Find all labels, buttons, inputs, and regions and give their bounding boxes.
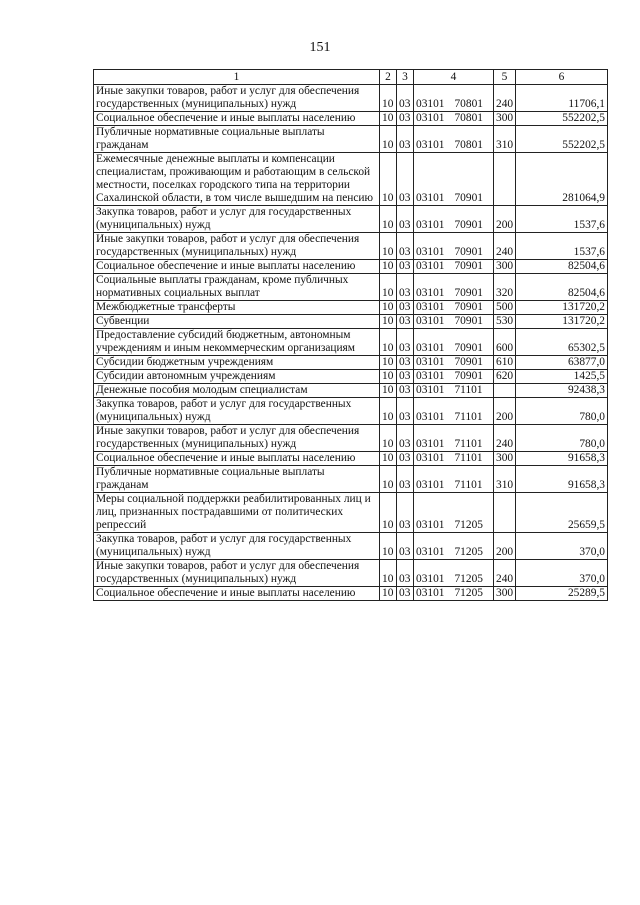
row-subsection: 03 xyxy=(397,466,414,493)
row-target-article-part2: 70901 xyxy=(454,219,483,231)
row-name: Иные закупки товаров, работ и услуг для обеспечения государственных (муниципальных) нужд xyxy=(94,85,380,112)
row-expense-type xyxy=(494,384,516,398)
row-expense-type: 240 xyxy=(494,425,516,452)
row-amount: 65302,5 xyxy=(516,329,608,356)
header-col-6: 6 xyxy=(516,70,608,85)
row-section: 10 xyxy=(380,452,397,466)
row-expense-type: 310 xyxy=(494,466,516,493)
row-target-article-part1: 03101 xyxy=(416,587,445,599)
table-row xyxy=(94,425,608,452)
row-target-article xyxy=(414,560,494,587)
row-section: 10 xyxy=(380,153,397,206)
row-subsection: 03 xyxy=(397,85,414,112)
row-target-article-part2: 70901 xyxy=(454,342,483,354)
row-name: Субсидии бюджетным учреждениям xyxy=(94,356,380,370)
row-subsection: 03 xyxy=(397,315,414,329)
row-section: 10 xyxy=(380,398,397,425)
row-target-article xyxy=(414,126,494,153)
row-target-article xyxy=(414,274,494,301)
row-section: 10 xyxy=(380,301,397,315)
row-amount: 25289,5 xyxy=(516,587,608,601)
table-row xyxy=(94,153,608,206)
table-row xyxy=(94,274,608,301)
row-target-article xyxy=(414,425,494,452)
row-target-article xyxy=(414,452,494,466)
row-subsection: 03 xyxy=(397,452,414,466)
row-target-article-part2: 70901 xyxy=(454,260,483,272)
row-subsection: 03 xyxy=(397,384,414,398)
row-amount: 1537,6 xyxy=(516,206,608,233)
row-target-article-part2: 71205 xyxy=(454,573,483,585)
table-row xyxy=(94,356,608,370)
row-expense-type: 610 xyxy=(494,356,516,370)
row-target-article-part1: 03101 xyxy=(416,438,445,450)
row-name: Субсидии автономным учреждениям xyxy=(94,370,380,384)
row-target-article-part2: 71101 xyxy=(454,479,483,491)
row-expense-type: 300 xyxy=(494,587,516,601)
row-expense-type: 240 xyxy=(494,85,516,112)
row-expense-type: 300 xyxy=(494,452,516,466)
row-name: Предоставление субсидий бюджетным, автономным учреждениям и иным некоммерческим организациям xyxy=(94,329,380,356)
row-expense-type: 240 xyxy=(494,233,516,260)
table-row xyxy=(94,493,608,533)
row-expense-type: 620 xyxy=(494,370,516,384)
table-row xyxy=(94,452,608,466)
row-target-article xyxy=(414,587,494,601)
row-target-article xyxy=(414,466,494,493)
header-col-2: 2 xyxy=(380,70,397,85)
header-col-3: 3 xyxy=(397,70,414,85)
row-amount: 780,0 xyxy=(516,425,608,452)
row-expense-type: 200 xyxy=(494,206,516,233)
row-target-article-part1: 03101 xyxy=(416,192,445,204)
row-target-article xyxy=(414,153,494,206)
row-subsection: 03 xyxy=(397,274,414,301)
row-section: 10 xyxy=(380,329,397,356)
row-subsection: 03 xyxy=(397,425,414,452)
header-col-4: 4 xyxy=(414,70,494,85)
table-row xyxy=(94,466,608,493)
row-subsection: 03 xyxy=(397,329,414,356)
row-target-article-part2: 70901 xyxy=(454,246,483,258)
row-section: 10 xyxy=(380,233,397,260)
table-body xyxy=(94,85,608,601)
row-target-article xyxy=(414,329,494,356)
table-row xyxy=(94,85,608,112)
row-target-article-part1: 03101 xyxy=(416,287,445,299)
row-amount: 91658,3 xyxy=(516,452,608,466)
row-target-article-part1: 03101 xyxy=(416,98,445,110)
row-name: Ежемесячные денежные выплаты и компенсации специалистам, проживающим и работающим в сельской местности, поселках городского типа на территории Сахалинской области, в том числе вышедшим на пенсию xyxy=(94,153,380,206)
row-target-article xyxy=(414,493,494,533)
row-name: Межбюджетные трансферты xyxy=(94,301,380,315)
row-amount: 552202,5 xyxy=(516,126,608,153)
table-row xyxy=(94,301,608,315)
row-section: 10 xyxy=(380,370,397,384)
row-name: Закупка товаров, работ и услуг для государственных (муниципальных) нужд xyxy=(94,533,380,560)
row-target-article xyxy=(414,260,494,274)
row-name: Закупка товаров, работ и услуг для государственных (муниципальных) нужд xyxy=(94,206,380,233)
row-target-article-part1: 03101 xyxy=(416,315,445,327)
row-subsection: 03 xyxy=(397,370,414,384)
table-row xyxy=(94,587,608,601)
row-amount: 370,0 xyxy=(516,533,608,560)
row-amount: 25659,5 xyxy=(516,493,608,533)
row-section: 10 xyxy=(380,85,397,112)
row-expense-type: 600 xyxy=(494,329,516,356)
row-subsection: 03 xyxy=(397,398,414,425)
table-row xyxy=(94,533,608,560)
row-subsection: 03 xyxy=(397,112,414,126)
row-target-article xyxy=(414,315,494,329)
table-row xyxy=(94,560,608,587)
row-target-article xyxy=(414,384,494,398)
row-expense-type: 300 xyxy=(494,260,516,274)
table-row xyxy=(94,260,608,274)
row-amount: 552202,5 xyxy=(516,112,608,126)
row-amount: 91658,3 xyxy=(516,466,608,493)
row-target-article-part1: 03101 xyxy=(416,452,445,464)
row-subsection: 03 xyxy=(397,493,414,533)
row-target-article-part1: 03101 xyxy=(416,479,445,491)
row-section: 10 xyxy=(380,206,397,233)
row-section: 10 xyxy=(380,493,397,533)
row-name: Иные закупки товаров, работ и услуг для обеспечения государственных (муниципальных) нужд xyxy=(94,560,380,587)
row-target-article-part1: 03101 xyxy=(416,573,445,585)
row-target-article-part1: 03101 xyxy=(416,219,445,231)
table-row xyxy=(94,370,608,384)
row-target-article-part2: 71205 xyxy=(454,546,483,558)
row-section: 10 xyxy=(380,274,397,301)
row-name: Социальное обеспечение и иные выплаты населению xyxy=(94,112,380,126)
row-target-article xyxy=(414,233,494,260)
row-name: Иные закупки товаров, работ и услуг для обеспечения государственных (муниципальных) нужд xyxy=(94,425,380,452)
row-target-article-part2: 70901 xyxy=(454,287,483,299)
row-section: 10 xyxy=(380,315,397,329)
table-row xyxy=(94,233,608,260)
row-target-article-part2: 71101 xyxy=(454,452,483,464)
row-target-article-part2: 70801 xyxy=(454,139,483,151)
table-row xyxy=(94,398,608,425)
row-target-article-part2: 70901 xyxy=(454,192,483,204)
row-target-article xyxy=(414,301,494,315)
row-target-article-part2: 70801 xyxy=(454,98,483,110)
row-amount: 131720,2 xyxy=(516,315,608,329)
row-section: 10 xyxy=(380,560,397,587)
row-subsection: 03 xyxy=(397,153,414,206)
row-target-article-part1: 03101 xyxy=(416,356,445,368)
table-row xyxy=(94,384,608,398)
row-target-article-part1: 03101 xyxy=(416,246,445,258)
row-target-article-part2: 70901 xyxy=(454,356,483,368)
row-target-article-part2: 71101 xyxy=(454,384,483,396)
row-expense-type: 320 xyxy=(494,274,516,301)
row-amount: 780,0 xyxy=(516,398,608,425)
row-subsection: 03 xyxy=(397,560,414,587)
row-amount: 11706,1 xyxy=(516,85,608,112)
row-target-article-part1: 03101 xyxy=(416,519,445,531)
row-target-article-part1: 03101 xyxy=(416,112,445,124)
row-section: 10 xyxy=(380,533,397,560)
row-name: Социальные выплаты гражданам, кроме публичных нормативных социальных выплат xyxy=(94,274,380,301)
row-target-article-part2: 70901 xyxy=(454,315,483,327)
table-row xyxy=(94,126,608,153)
row-target-article-part1: 03101 xyxy=(416,260,445,272)
row-target-article-part1: 03101 xyxy=(416,342,445,354)
budget-table xyxy=(93,69,608,601)
row-amount: 281064,9 xyxy=(516,153,608,206)
row-subsection: 03 xyxy=(397,233,414,260)
row-target-article-part2: 71101 xyxy=(454,438,483,450)
row-amount: 1537,6 xyxy=(516,233,608,260)
row-target-article-part2: 70901 xyxy=(454,301,483,313)
row-amount: 370,0 xyxy=(516,560,608,587)
row-target-article-part1: 03101 xyxy=(416,384,445,396)
table-row xyxy=(94,206,608,233)
header-col-1: 1 xyxy=(94,70,380,85)
row-expense-type: 500 xyxy=(494,301,516,315)
row-name: Меры социальной поддержки реабилитированных лиц и лиц, признанных пострадавшими от политических репрессий xyxy=(94,493,380,533)
row-name: Публичные нормативные социальные выплаты гражданам xyxy=(94,466,380,493)
row-expense-type: 200 xyxy=(494,398,516,425)
row-name: Социальное обеспечение и иные выплаты населению xyxy=(94,587,380,601)
row-target-article-part2: 70801 xyxy=(454,112,483,124)
table-header-row xyxy=(94,70,608,85)
row-amount: 82504,6 xyxy=(516,260,608,274)
row-name: Публичные нормативные социальные выплаты гражданам xyxy=(94,126,380,153)
row-target-article xyxy=(414,206,494,233)
row-target-article-part1: 03101 xyxy=(416,411,445,423)
table-row xyxy=(94,112,608,126)
row-amount: 63877,0 xyxy=(516,356,608,370)
row-amount: 131720,2 xyxy=(516,301,608,315)
row-target-article-part1: 03101 xyxy=(416,370,445,382)
row-expense-type: 200 xyxy=(494,533,516,560)
row-section: 10 xyxy=(380,112,397,126)
row-target-article xyxy=(414,356,494,370)
row-name: Денежные пособия молодым специалистам xyxy=(94,384,380,398)
row-expense-type: 530 xyxy=(494,315,516,329)
row-target-article-part1: 03101 xyxy=(416,139,445,151)
row-subsection: 03 xyxy=(397,206,414,233)
row-subsection: 03 xyxy=(397,260,414,274)
row-expense-type: 240 xyxy=(494,560,516,587)
row-section: 10 xyxy=(380,425,397,452)
row-subsection: 03 xyxy=(397,301,414,315)
row-name: Закупка товаров, работ и услуг для государственных (муниципальных) нужд xyxy=(94,398,380,425)
row-section: 10 xyxy=(380,356,397,370)
row-amount: 92438,3 xyxy=(516,384,608,398)
row-amount: 1425,5 xyxy=(516,370,608,384)
row-subsection: 03 xyxy=(397,126,414,153)
row-target-article-part1: 03101 xyxy=(416,301,445,313)
row-subsection: 03 xyxy=(397,356,414,370)
row-name: Субвенции xyxy=(94,315,380,329)
row-target-article xyxy=(414,370,494,384)
row-target-article-part1: 03101 xyxy=(416,546,445,558)
row-amount: 82504,6 xyxy=(516,274,608,301)
row-name: Иные закупки товаров, работ и услуг для обеспечения государственных (муниципальных) нужд xyxy=(94,233,380,260)
row-target-article xyxy=(414,533,494,560)
row-expense-type xyxy=(494,153,516,206)
row-section: 10 xyxy=(380,587,397,601)
header-col-5: 5 xyxy=(494,70,516,85)
row-section: 10 xyxy=(380,466,397,493)
row-target-article-part2: 71205 xyxy=(454,587,483,599)
row-expense-type xyxy=(494,493,516,533)
page-number: 151 xyxy=(309,40,331,55)
row-expense-type: 310 xyxy=(494,126,516,153)
row-target-article-part2: 71101 xyxy=(454,411,483,423)
row-subsection: 03 xyxy=(397,533,414,560)
table-row xyxy=(94,315,608,329)
row-target-article-part2: 71205 xyxy=(454,519,483,531)
table-row xyxy=(94,329,608,356)
row-target-article xyxy=(414,85,494,112)
row-target-article-part2: 70901 xyxy=(454,370,483,382)
row-name: Социальное обеспечение и иные выплаты населению xyxy=(94,260,380,274)
row-section: 10 xyxy=(380,384,397,398)
row-expense-type: 300 xyxy=(494,112,516,126)
row-subsection: 03 xyxy=(397,587,414,601)
row-section: 10 xyxy=(380,126,397,153)
row-name: Социальное обеспечение и иные выплаты населению xyxy=(94,452,380,466)
row-section: 10 xyxy=(380,260,397,274)
row-target-article xyxy=(414,112,494,126)
row-target-article xyxy=(414,398,494,425)
